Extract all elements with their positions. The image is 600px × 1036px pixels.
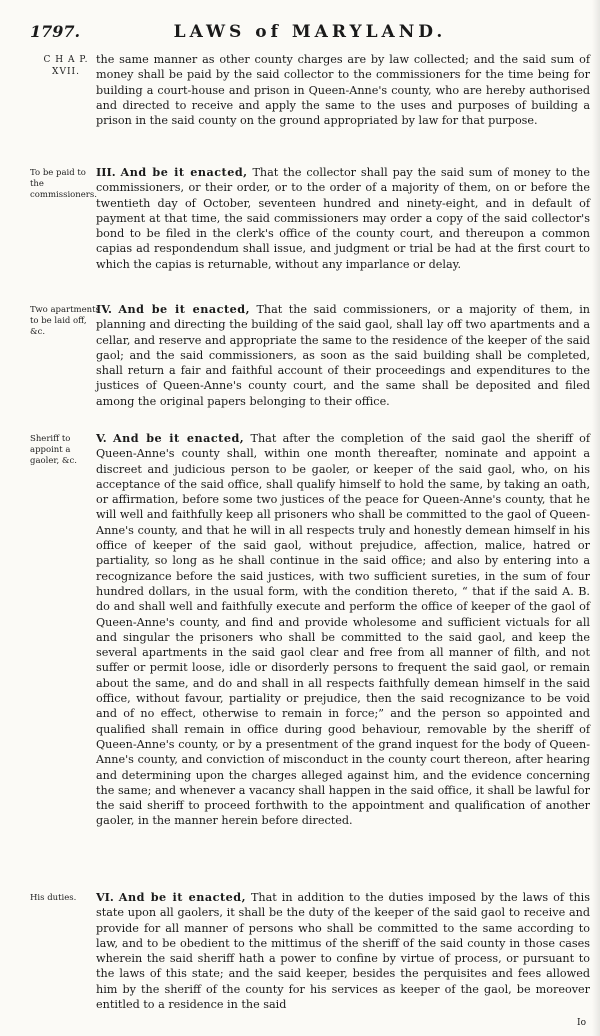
section-text: That the said commissioners, or a majority of them, in planning and directing the building of the said gaol, shall lay off two apartments and a cellar, and reserve and appropriate the same to the residence of the keeper of the said gaol; and the said commissioners, as soon as the said building shall be completed, shall return a fair and faithful account of their proceedings and expenditures to the justices of Queen-Anne's county court, and the same shall be deposited and filed among the original papers belonging to their office. — [96, 303, 590, 408]
section-v — [96, 431, 590, 829]
section-vi — [96, 890, 590, 1012]
enacting-clause: And be it enacted, — [112, 431, 245, 445]
margin-note-gaoler: Sheriff to appoint a gaoler, &c. — [30, 434, 77, 466]
margin-note-paid: To be paid to the commissioners. — [30, 168, 97, 200]
paragraph-continuation — [96, 52, 590, 128]
enacting-clause: And be it enacted, — [120, 165, 248, 179]
section-number: V. — [96, 431, 107, 445]
page-year: 1797. — [30, 22, 81, 41]
section-iii — [96, 165, 590, 272]
section-number: IV. — [96, 302, 112, 316]
section-text: That after the completion of the said gaol the sheriff of Queen-Anne's county shall, within one month thereafter, nominate and appoint a discreet and judicious person to be gaoler, or keeper of the said gaol, who, on his acceptance of the said office, shall qualify himself to hold the same, by taking an oath, or affirmation, before some two justices of the peace for Queen-Anne's county, that he will well and faithfully keep all prisoners who shall be committed to the gaol of Queen-Anne's county, and that he will in all respects truly and honestly demean himself in his office of keeper of the said gaol, without prejudice, affection, malice, hatred or partiality, so long as he shall continue in the said office; and also by entering into a recognizance before the said justices, with two sufficient sureties, in the sum of four hundred dollars, in the usual form, with the condition thereto, “ that if the said A. B. do and shall well and faithfully execute and perform the office of keeper of the gaol of Queen-Anne's county, and find and provide wholesome and sufficient victuals for all and singular the prisoners who shall be committed to the said gaol, and keep the several apartments in the said gaol clear and free from all manner of filth, and not suffer or permit loose, idle or disorderly persons to frequent the said gaol, or remain about the same, and do and shall in all respects faithfully demean himself in the said office, without favour, partiality or prejudice, then the said recognizance to be void and of no effect, otherwise to remain in force;” and the person so appointed and qualified shall remain in office during good behaviour, removable by the sheriff of Queen-Anne's county, or by a presentment of the grand inquest for the body of Queen-Anne's county, and conviction of misconduct in the county court thereon, after hearing and determining upon the charges alleged against him, and the evidence concerning the same; and whenever a vacancy shall happen in the said office, it shall be lawful for the said sheriff to proceed forthwith to the appointment and qualification of another gaoler, in the manner herein before directed. — [96, 432, 591, 828]
paragraph-text: the same manner as other county charges are by law collected; and the said sum of money shall be paid by the said collector to the commissioners for the time being for building a court-house and prison in Queen-Anne's county, who are hereby authorised and directed to receive and apply the same to the uses and purposes of building a prison in the said county on the ground appropriated by law for that purpose. — [96, 53, 590, 128]
section-iv — [96, 302, 590, 409]
margin-note-duties: His duties. — [30, 893, 77, 903]
section-number: VI. — [96, 890, 114, 904]
enacting-clause: And be it enacted, — [118, 890, 246, 904]
section-text: That the collector shall pay the said sum of money to the commissioners, or their order, or to the order of a majority of them, on or before the twentieth day of October, seventeen hundred and ninety-eight, and in default of payment at that time, the said commissioners may order a copy of the said collector's bond to be filed in the clerk's office of the county court, and thereupon a common capias ad respondendum shall issue, and judgment or trial be had at the first court to which the capias is returnable, without any imparlance or delay. — [96, 166, 590, 271]
section-text: That in addition to the duties imposed by the laws of this state upon all gaolers, it shall be the duty of the keeper of the said gaol to receive and provide for all manner of persons who shall be committed to the same according to law, and to be obedient to the mittimus of the sheriff of the said county in those cases wherein the said sheriff hath a power to confine by virtue of process, or pursuant to the laws of this state; and the said keeper, besides the perquisites and fees allowed him by the sheriff of the county for his services as keeper of the gaol, be moreover entitled to a residence in the said — [96, 891, 590, 1012]
chapter-label: C H A P. — [43, 55, 89, 65]
chapter-marker — [30, 54, 102, 78]
margin-note-apartments: Two apartments to be laid off, &c. — [30, 305, 100, 337]
page-edge-shadow — [592, 0, 600, 1036]
page-title: LAWS of MARYLAND. — [173, 22, 447, 42]
folio-mark: Io — [577, 1018, 586, 1028]
enacting-clause: And be it enacted, — [118, 302, 250, 316]
section-number: III. — [96, 165, 116, 179]
page-header — [30, 22, 590, 46]
chapter-number: XVII. — [52, 67, 80, 77]
